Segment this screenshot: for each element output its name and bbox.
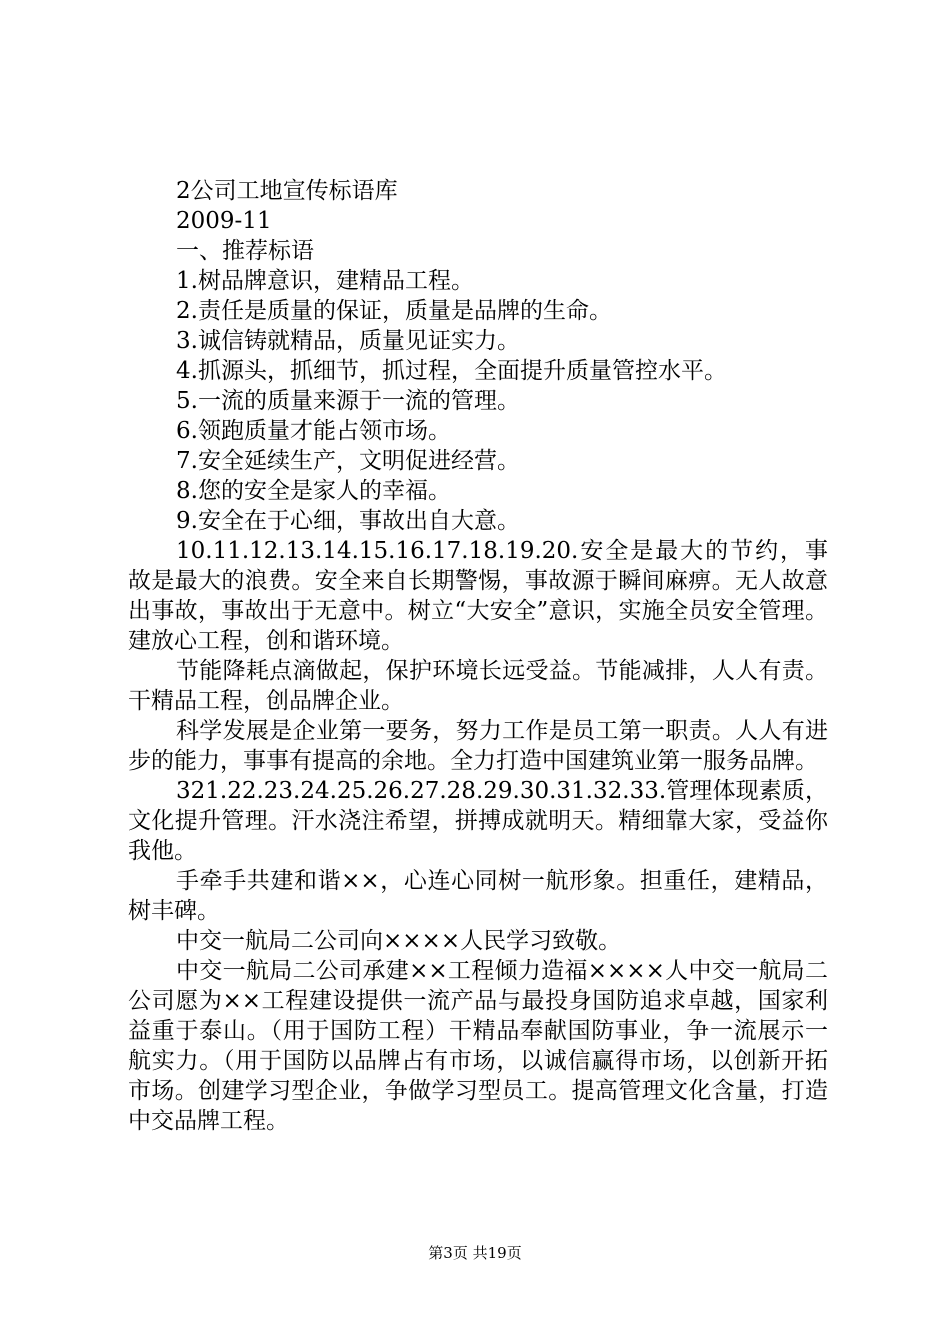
body-paragraph: 手牵手共建和谐××，心连心同树一航形象。担重任，建精品，树丰碑。 <box>128 868 828 924</box>
page-number-footer: 第3页 共19页 <box>428 1244 522 1262</box>
slogan-item: 9.安全在于心细，事故出自大意。 <box>176 508 520 534</box>
slogan-item: 1.树品牌意识，建精品工程。 <box>176 268 474 294</box>
slogan-item: 3.诚信铸就精品，质量见证实力。 <box>176 328 520 354</box>
body-paragraph: 10.11.12.13.14.15.16.17.18.19.20.安全是最大的节约，事故是最大的浪费。安全来自长期警惕，事故源于瞬间麻痹。无人故意出事故，事故出于无意中。树立“大安全”意识，实施全员安全管理。建放心工程，创和谐环境。 <box>128 538 828 654</box>
slogan-item: 7.安全延续生产，文明促进经营。 <box>176 448 520 474</box>
body-paragraph: 中交一航局二公司承建××工程倾力造福××××人中交一航局二公司愿为××工程建设提供一流产品与最投身国防追求卓越，国家利益重于泰山。（用于国防工程）干精品奉献国防事业，争一流展示一航实力。（用于国防以品牌占有市场，以诚信赢得市场，以创新开拓市场。创建学习型企业，争做学习型员工。提高管理文化含量，打造中交品牌工程。 <box>128 958 828 1134</box>
slogan-item: 8.您的安全是家人的幸福。 <box>176 478 451 504</box>
body-paragraph: 中交一航局二公司向××××人民学习致敬。 <box>176 928 622 954</box>
slogan-item: 6.领跑质量才能占领市场。 <box>176 418 451 444</box>
body-paragraph: 节能降耗点滴做起，保护环境长远受益。节能减排，人人有责。干精品工程，创品牌企业。 <box>128 658 828 714</box>
slogan-item: 5.一流的质量来源于一流的管理。 <box>176 388 520 414</box>
document-date: 2009-11 <box>176 208 272 234</box>
document-body <box>128 176 828 1136</box>
section-heading: 一、推荐标语 <box>176 238 314 264</box>
slogan-item: 2.责任是质量的保证，质量是品牌的生命。 <box>176 298 612 324</box>
body-paragraph: 科学发展是企业第一要务，努力工作是员工第一职责。人人有进步的能力，事事有提高的余地。全力打造中国建筑业第一服务品牌。 <box>128 718 828 774</box>
document-title: 2公司工地宣传标语库 <box>176 178 398 204</box>
slogan-item: 4.抓源头，抓细节，抓过程，全面提升质量管控水平。 <box>176 358 727 384</box>
body-paragraph: 321.22.23.24.25.26.27.28.29.30.31.32.33.管理体现素质，文化提升管理。汗水浇注希望，拼搏成就明天。精细靠大家，受益你我他。 <box>128 778 828 864</box>
